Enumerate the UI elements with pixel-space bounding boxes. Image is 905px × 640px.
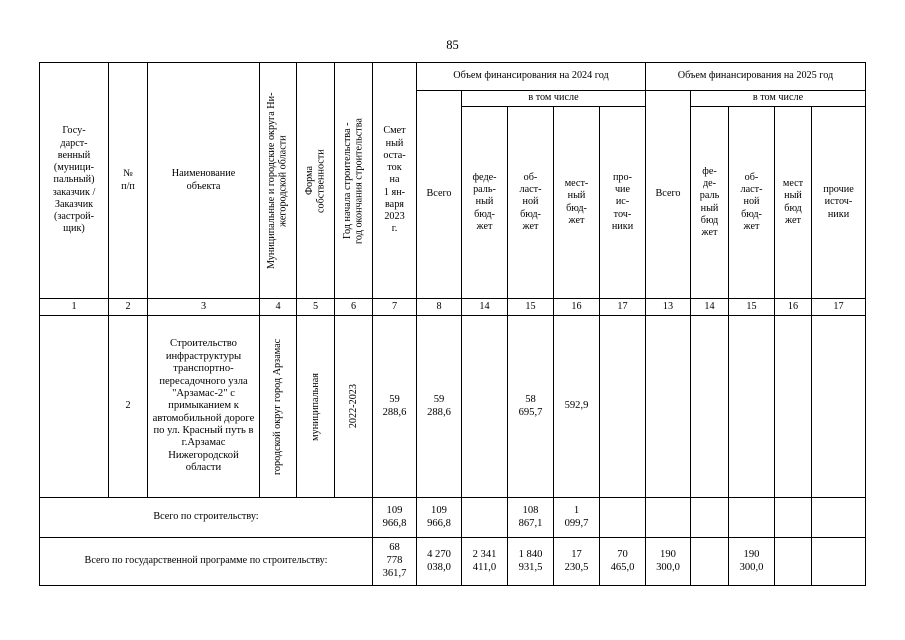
subtotal-regional-2024: 108 867,1 (508, 498, 554, 538)
program-total-regional-2025: 190 300,0 (729, 538, 775, 586)
header-years: Год начала строительства - год окончания строительства (341, 117, 365, 244)
header-federal-2025: фе- де- раль ный бюд жет (691, 107, 729, 299)
row-num: 2 (109, 316, 148, 498)
header-other-2025: прочие источ- ники (812, 107, 866, 299)
header-years-cell (335, 63, 373, 299)
header-total-2025: Всего (646, 91, 691, 299)
program-total-local-2025 (775, 538, 812, 586)
financing-table (39, 62, 866, 586)
row-estimate: 59 288,6 (373, 316, 417, 498)
row-other-2025 (812, 316, 866, 498)
row-municipality-cell (260, 316, 297, 498)
header-regional-2025: об- ласт- ной бюд- жет (729, 107, 775, 299)
subtotal-row (40, 498, 866, 538)
column-number: 3 (148, 299, 260, 316)
header-customer: Госу- дарст- венный (муници- пальный) заказчик / Заказчик (застрой- щик) (40, 63, 109, 299)
column-number: 14 (462, 299, 508, 316)
header-including-2025: в том числе (691, 91, 866, 107)
row-customer (40, 316, 109, 498)
row-object-name: Строительство инфраструктуры транспортно-пересадочного узла "Арзамас-2" с примыканием к автомобильной дороге по ул. Красный путь в г.Арзамас Нижегородской области (148, 316, 260, 498)
header-object-name: Наименование объекта (148, 63, 260, 299)
column-number: 2 (109, 299, 148, 316)
program-total-federal-2025 (691, 538, 729, 586)
program-total-total-2025: 190 300,0 (646, 538, 691, 586)
column-number: 5 (297, 299, 335, 316)
column-number: 6 (335, 299, 373, 316)
column-number: 1 (40, 299, 109, 316)
row-municipality: городской округ город Арзамас (272, 338, 284, 475)
header-total-2024: Всего (417, 91, 462, 299)
program-total-local-2024: 17 230,5 (554, 538, 600, 586)
header-other-2024: про- чие ис- точ- ники (600, 107, 646, 299)
header-regional-2024: об- ласт- ной бюд- жет (508, 107, 554, 299)
column-number: 8 (417, 299, 462, 316)
program-total-total-2024: 4 270 038,0 (417, 538, 462, 586)
header-ownership-cell (297, 63, 335, 299)
subtotal-local-2024: 1 099,7 (554, 498, 600, 538)
header-estimate: Смет ный оста- ток на 1 ян- варя 2023 г. (373, 63, 417, 299)
row-federal-2024 (462, 316, 508, 498)
column-number: 13 (646, 299, 691, 316)
header-municipality-cell (260, 63, 297, 299)
header-ownership: Форма собственности (303, 148, 327, 213)
column-number: 17 (600, 299, 646, 316)
row-other-2024 (600, 316, 646, 498)
header-num: № п/п (109, 63, 148, 299)
subtotal-federal-2025 (691, 498, 729, 538)
column-number: 16 (554, 299, 600, 316)
program-total-other-2024: 70 465,0 (600, 538, 646, 586)
row-regional-2024: 58 695,7 (508, 316, 554, 498)
program-total-label: Всего по государственной программе по строительству: (40, 538, 373, 586)
header-group-2024: Объем финансирования на 2024 год (417, 63, 646, 91)
program-total-row (40, 538, 866, 586)
column-number: 14 (691, 299, 729, 316)
header-row-1 (40, 63, 866, 91)
row-federal-2025 (691, 316, 729, 498)
subtotal-local-2025 (775, 498, 812, 538)
column-number: 16 (775, 299, 812, 316)
subtotal-other-2024 (600, 498, 646, 538)
header-federal-2024: феде- раль- ный бюд- жет (462, 107, 508, 299)
row-total-2025 (646, 316, 691, 498)
row-local-2024: 592,9 (554, 316, 600, 498)
program-total-regional-2024: 1 840 931,5 (508, 538, 554, 586)
subtotal-total-2024: 109 966,8 (417, 498, 462, 538)
row-ownership: муниципальная (309, 372, 321, 441)
column-number: 4 (260, 299, 297, 316)
column-number-row (40, 299, 866, 316)
header-group-2025: Объем финансирования на 2025 год (646, 63, 866, 91)
row-total-2024: 59 288,6 (417, 316, 462, 498)
table-row (40, 316, 866, 498)
header-local-2024: мест- ный бюд- жет (554, 107, 600, 299)
program-total-federal-2024: 2 341 411,0 (462, 538, 508, 586)
subtotal-other-2025 (812, 498, 866, 538)
column-number: 15 (508, 299, 554, 316)
subtotal-federal-2024 (462, 498, 508, 538)
column-number: 17 (812, 299, 866, 316)
subtotal-total-2025 (646, 498, 691, 538)
row-years-cell (335, 316, 373, 498)
program-total-estimate: 68 778 361,7 (373, 538, 417, 586)
row-local-2025 (775, 316, 812, 498)
subtotal-regional-2025 (729, 498, 775, 538)
column-number: 15 (729, 299, 775, 316)
subtotal-estimate: 109 966,8 (373, 498, 417, 538)
program-total-other-2025 (812, 538, 866, 586)
header-municipality: Муниципальные и городские округа Ни- жегородской области (266, 92, 289, 269)
page-number: 85 (446, 38, 459, 52)
row-years: 2022-2023 (347, 384, 359, 429)
column-number: 7 (373, 299, 417, 316)
row-ownership-cell (297, 316, 335, 498)
header-local-2025: мест ный бюд жет (775, 107, 812, 299)
header-including-2024: в том числе (462, 91, 646, 107)
row-regional-2025 (729, 316, 775, 498)
subtotal-label: Всего по строительству: (40, 498, 373, 538)
